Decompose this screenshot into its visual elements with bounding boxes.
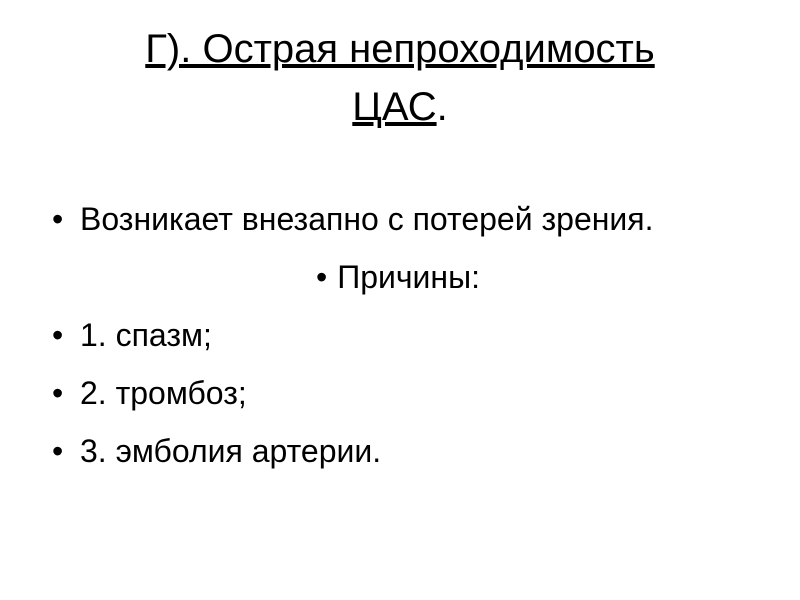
bullet-icon: • bbox=[52, 433, 64, 469]
bullet-text: 2. тромбоз; bbox=[80, 375, 247, 411]
bullet-text: Причины: bbox=[337, 259, 480, 295]
bullet-icon: • bbox=[52, 317, 64, 353]
title-period: . bbox=[436, 85, 448, 129]
bullet-item-onset bbox=[48, 200, 748, 238]
bullet-text: Возникает внезапно с потерей зрения. bbox=[80, 201, 654, 237]
title-abbrev: ЦАС bbox=[352, 85, 437, 129]
bullet-item-spasm bbox=[48, 316, 748, 354]
slide-title bbox=[40, 20, 760, 136]
bullet-icon: • bbox=[316, 259, 328, 295]
bullet-item-thrombosis bbox=[48, 374, 748, 412]
bullet-icon: • bbox=[52, 201, 64, 237]
bullet-item-causes bbox=[48, 258, 748, 296]
bullet-icon: • bbox=[52, 375, 64, 411]
title-line-1: Г). Острая непроходимость bbox=[145, 27, 655, 71]
bullet-list bbox=[48, 200, 748, 470]
bullet-text: 3. эмболия артерии. bbox=[80, 433, 382, 469]
bullet-item-embolism bbox=[48, 432, 748, 470]
bullet-text: 1. спазм; bbox=[80, 317, 212, 353]
